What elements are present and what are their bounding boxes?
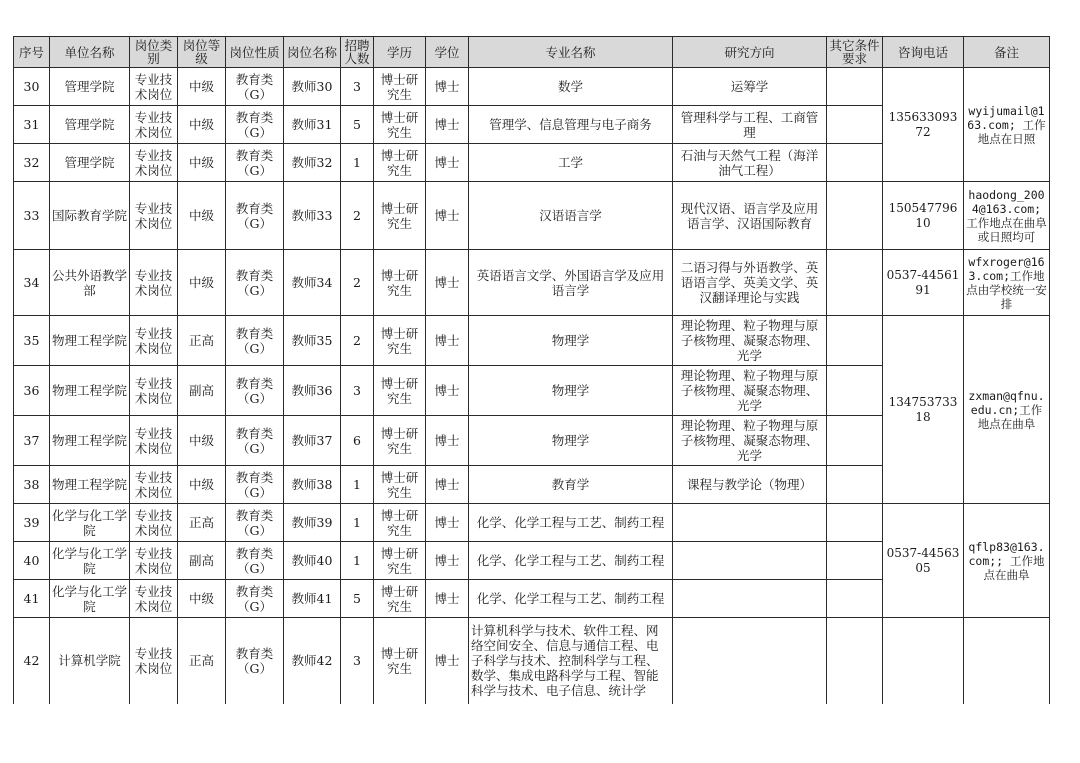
research-direction-cell: 理论物理、粒子物理与原子核物理、凝聚态物理、光学: [673, 316, 827, 366]
hire-count-cell: 1: [341, 466, 374, 504]
post-category-cell: 专业技术岗位: [130, 504, 178, 542]
remarks-cell: [964, 618, 1050, 704]
post-level-cell: 中级: [178, 580, 226, 618]
degree-cell: 博士: [426, 316, 469, 366]
major-name-cell: 物理学: [469, 366, 673, 416]
education-cell: 博士研究生: [374, 106, 426, 144]
post-category-cell: 专业技术岗位: [130, 316, 178, 366]
table-row: [14, 316, 1050, 366]
degree-cell: 博士: [426, 618, 469, 704]
row-number-cell: 39: [14, 504, 50, 542]
post-category-cell: 专业技术岗位: [130, 416, 178, 466]
remarks-cell: zxman@qfnu.edu.cn;工作地点在曲阜: [964, 316, 1050, 504]
post-level-cell: 副高: [178, 542, 226, 580]
header-cell: 研究方向: [673, 37, 827, 68]
remarks-cell: wfxroger@163.com;工作地点由学校统一安排: [964, 250, 1050, 316]
education-cell: 博士研究生: [374, 580, 426, 618]
degree-cell: 博士: [426, 580, 469, 618]
post-category-cell: 专业技术岗位: [130, 366, 178, 416]
education-cell: 博士研究生: [374, 144, 426, 182]
contact-phone-cell: 15054779610: [883, 182, 964, 250]
post-name-cell: 教师30: [284, 68, 341, 106]
post-name-cell: 教师33: [284, 182, 341, 250]
post-name-cell: 教师37: [284, 416, 341, 466]
post-level-cell: 正高: [178, 316, 226, 366]
contact-phone-cell: 13475373318: [883, 316, 964, 504]
header-row: [14, 37, 1050, 68]
major-name-cell: 化学、化学工程与工艺、制药工程: [469, 504, 673, 542]
post-name-cell: 教师35: [284, 316, 341, 366]
header-cell: 专业名称: [469, 37, 673, 68]
other-requirements-cell: [827, 416, 883, 466]
header-cell: 岗位性质: [226, 37, 284, 68]
other-requirements-cell: [827, 106, 883, 144]
post-level-cell: 中级: [178, 144, 226, 182]
post-category-cell: 专业技术岗位: [130, 68, 178, 106]
education-cell: 博士研究生: [374, 504, 426, 542]
contact-phone-cell: 13563309372: [883, 68, 964, 182]
table-row: [14, 182, 1050, 250]
degree-cell: 博士: [426, 504, 469, 542]
header-cell: 招聘人数: [341, 37, 374, 68]
education-cell: 博士研究生: [374, 250, 426, 316]
post-category-cell: 专业技术岗位: [130, 144, 178, 182]
post-name-cell: 教师42: [284, 618, 341, 704]
post-level-cell: 副高: [178, 366, 226, 416]
post-category-cell: 专业技术岗位: [130, 542, 178, 580]
post-name-cell: 教师40: [284, 542, 341, 580]
post-category-cell: 专业技术岗位: [130, 106, 178, 144]
row-number-cell: 41: [14, 580, 50, 618]
research-direction-cell: 现代汉语、语言学及应用语言学、汉语国际教育: [673, 182, 827, 250]
unit-name-cell: 管理学院: [50, 68, 130, 106]
research-direction-cell: [673, 618, 827, 704]
degree-cell: 博士: [426, 416, 469, 466]
post-category-cell: 专业技术岗位: [130, 182, 178, 250]
recruitment-table: [13, 36, 1050, 704]
row-number-cell: 34: [14, 250, 50, 316]
remarks-cell: wyijumail@163.com; 工作地点在日照: [964, 68, 1050, 182]
header-cell: 序号: [14, 37, 50, 68]
education-cell: 博士研究生: [374, 618, 426, 704]
post-name-cell: 教师36: [284, 366, 341, 416]
post-level-cell: 中级: [178, 182, 226, 250]
contact-phone-cell: [883, 618, 964, 704]
research-direction-cell: 管理科学与工程、工商管理: [673, 106, 827, 144]
post-category-cell: 专业技术岗位: [130, 250, 178, 316]
post-name-cell: 教师38: [284, 466, 341, 504]
major-name-cell: 化学、化学工程与工艺、制药工程: [469, 542, 673, 580]
row-number-cell: 30: [14, 68, 50, 106]
other-requirements-cell: [827, 504, 883, 542]
education-cell: 博士研究生: [374, 366, 426, 416]
unit-name-cell: 化学与化工学院: [50, 542, 130, 580]
unit-name-cell: 国际教育学院: [50, 182, 130, 250]
major-name-cell: 工学: [469, 144, 673, 182]
other-requirements-cell: [827, 316, 883, 366]
other-requirements-cell: [827, 68, 883, 106]
row-number-cell: 31: [14, 106, 50, 144]
header-cell: 其它条件要求: [827, 37, 883, 68]
other-requirements-cell: [827, 618, 883, 704]
post-category-cell: 专业技术岗位: [130, 580, 178, 618]
post-name-cell: 教师31: [284, 106, 341, 144]
post-nature-cell: 教育类（G）: [226, 466, 284, 504]
post-level-cell: 中级: [178, 68, 226, 106]
research-direction-cell: 二语习得与外语教学、英语语言学、英美文学、英汉翻译理论与实践: [673, 250, 827, 316]
row-number-cell: 33: [14, 182, 50, 250]
unit-name-cell: 计算机学院: [50, 618, 130, 704]
post-name-cell: 教师39: [284, 504, 341, 542]
row-number-cell: 42: [14, 618, 50, 704]
major-name-cell: 计算机科学与技术、软件工程、网络空间安全、信息与通信工程、电子科学与技术、控制科学与工程、数学、集成电路科学与工程、智能科学与技术、电子信息、统计学: [469, 618, 673, 704]
hire-count-cell: 3: [341, 68, 374, 106]
row-number-cell: 32: [14, 144, 50, 182]
degree-cell: 博士: [426, 542, 469, 580]
header-cell: 单位名称: [50, 37, 130, 68]
post-level-cell: 中级: [178, 466, 226, 504]
unit-name-cell: 管理学院: [50, 106, 130, 144]
hire-count-cell: 2: [341, 316, 374, 366]
hire-count-cell: 1: [341, 542, 374, 580]
degree-cell: 博士: [426, 250, 469, 316]
header-cell: 备注: [964, 37, 1050, 68]
hire-count-cell: 1: [341, 144, 374, 182]
recruitment-sheet: [13, 36, 1050, 704]
other-requirements-cell: [827, 466, 883, 504]
post-name-cell: 教师32: [284, 144, 341, 182]
research-direction-cell: 理论物理、粒子物理与原子核物理、凝聚态物理、光学: [673, 416, 827, 466]
education-cell: 博士研究生: [374, 466, 426, 504]
hire-count-cell: 3: [341, 618, 374, 704]
post-nature-cell: 教育类（G）: [226, 106, 284, 144]
header-cell: 岗位等级: [178, 37, 226, 68]
post-category-cell: 专业技术岗位: [130, 466, 178, 504]
education-cell: 博士研究生: [374, 416, 426, 466]
unit-name-cell: 物理工程学院: [50, 316, 130, 366]
unit-name-cell: 化学与化工学院: [50, 504, 130, 542]
degree-cell: 博士: [426, 466, 469, 504]
post-level-cell: 中级: [178, 416, 226, 466]
post-level-cell: 中级: [178, 250, 226, 316]
table-row: [14, 250, 1050, 316]
post-nature-cell: 教育类（G）: [226, 316, 284, 366]
post-nature-cell: 教育类（G）: [226, 416, 284, 466]
other-requirements-cell: [827, 542, 883, 580]
hire-count-cell: 5: [341, 580, 374, 618]
row-number-cell: 35: [14, 316, 50, 366]
education-cell: 博士研究生: [374, 182, 426, 250]
research-direction-cell: 石油与天然气工程（海洋油气工程）: [673, 144, 827, 182]
other-requirements-cell: [827, 580, 883, 618]
other-requirements-cell: [827, 366, 883, 416]
unit-name-cell: 管理学院: [50, 144, 130, 182]
post-name-cell: 教师34: [284, 250, 341, 316]
degree-cell: 博士: [426, 144, 469, 182]
post-nature-cell: 教育类（G）: [226, 182, 284, 250]
education-cell: 博士研究生: [374, 316, 426, 366]
contact-phone-cell: 0537-4456191: [883, 250, 964, 316]
education-cell: 博士研究生: [374, 68, 426, 106]
post-category-cell: 专业技术岗位: [130, 618, 178, 704]
post-level-cell: 中级: [178, 106, 226, 144]
row-number-cell: 36: [14, 366, 50, 416]
contact-phone-cell: 0537-4456305: [883, 504, 964, 618]
major-name-cell: 物理学: [469, 416, 673, 466]
post-level-cell: 正高: [178, 504, 226, 542]
research-direction-cell: 课程与教学论（物理）: [673, 466, 827, 504]
remarks-cell: haodong_2004@163.com; 工作地点在曲阜或日照均可: [964, 182, 1050, 250]
other-requirements-cell: [827, 250, 883, 316]
table-row: [14, 504, 1050, 542]
major-name-cell: 汉语语言学: [469, 182, 673, 250]
degree-cell: 博士: [426, 366, 469, 416]
header-cell: 咨询电话: [883, 37, 964, 68]
degree-cell: 博士: [426, 182, 469, 250]
post-nature-cell: 教育类（G）: [226, 504, 284, 542]
major-name-cell: 数学: [469, 68, 673, 106]
post-nature-cell: 教育类（G）: [226, 618, 284, 704]
hire-count-cell: 3: [341, 366, 374, 416]
post-nature-cell: 教育类（G）: [226, 542, 284, 580]
row-number-cell: 38: [14, 466, 50, 504]
row-number-cell: 40: [14, 542, 50, 580]
post-nature-cell: 教育类（G）: [226, 68, 284, 106]
unit-name-cell: 公共外语教学部: [50, 250, 130, 316]
post-nature-cell: 教育类（G）: [226, 250, 284, 316]
research-direction-cell: 运筹学: [673, 68, 827, 106]
table-row: [14, 618, 1050, 704]
major-name-cell: 管理学、信息管理与电子商务: [469, 106, 673, 144]
hire-count-cell: 1: [341, 504, 374, 542]
research-direction-cell: 理论物理、粒子物理与原子核物理、凝聚态物理、光学: [673, 366, 827, 416]
major-name-cell: 英语语言文学、外国语言学及应用语言学: [469, 250, 673, 316]
education-cell: 博士研究生: [374, 542, 426, 580]
unit-name-cell: 物理工程学院: [50, 366, 130, 416]
major-name-cell: 物理学: [469, 316, 673, 366]
hire-count-cell: 6: [341, 416, 374, 466]
other-requirements-cell: [827, 144, 883, 182]
unit-name-cell: 物理工程学院: [50, 416, 130, 466]
post-nature-cell: 教育类（G）: [226, 144, 284, 182]
major-name-cell: 化学、化学工程与工艺、制药工程: [469, 580, 673, 618]
research-direction-cell: [673, 542, 827, 580]
major-name-cell: 教育学: [469, 466, 673, 504]
remarks-cell: qflp83@163.com;; 工作地点在曲阜: [964, 504, 1050, 618]
research-direction-cell: [673, 504, 827, 542]
degree-cell: 博士: [426, 106, 469, 144]
unit-name-cell: 物理工程学院: [50, 466, 130, 504]
header-cell: 学历: [374, 37, 426, 68]
research-direction-cell: [673, 580, 827, 618]
degree-cell: 博士: [426, 68, 469, 106]
header-cell: 岗位类别: [130, 37, 178, 68]
post-name-cell: 教师41: [284, 580, 341, 618]
header-cell: 学位: [426, 37, 469, 68]
row-number-cell: 37: [14, 416, 50, 466]
table-body: [14, 68, 1050, 704]
post-nature-cell: 教育类（G）: [226, 580, 284, 618]
hire-count-cell: 2: [341, 182, 374, 250]
hire-count-cell: 5: [341, 106, 374, 144]
hire-count-cell: 2: [341, 250, 374, 316]
header-cell: 岗位名称: [284, 37, 341, 68]
table-row: [14, 68, 1050, 106]
unit-name-cell: 化学与化工学院: [50, 580, 130, 618]
post-nature-cell: 教育类（G）: [226, 366, 284, 416]
other-requirements-cell: [827, 182, 883, 250]
post-level-cell: 正高: [178, 618, 226, 704]
